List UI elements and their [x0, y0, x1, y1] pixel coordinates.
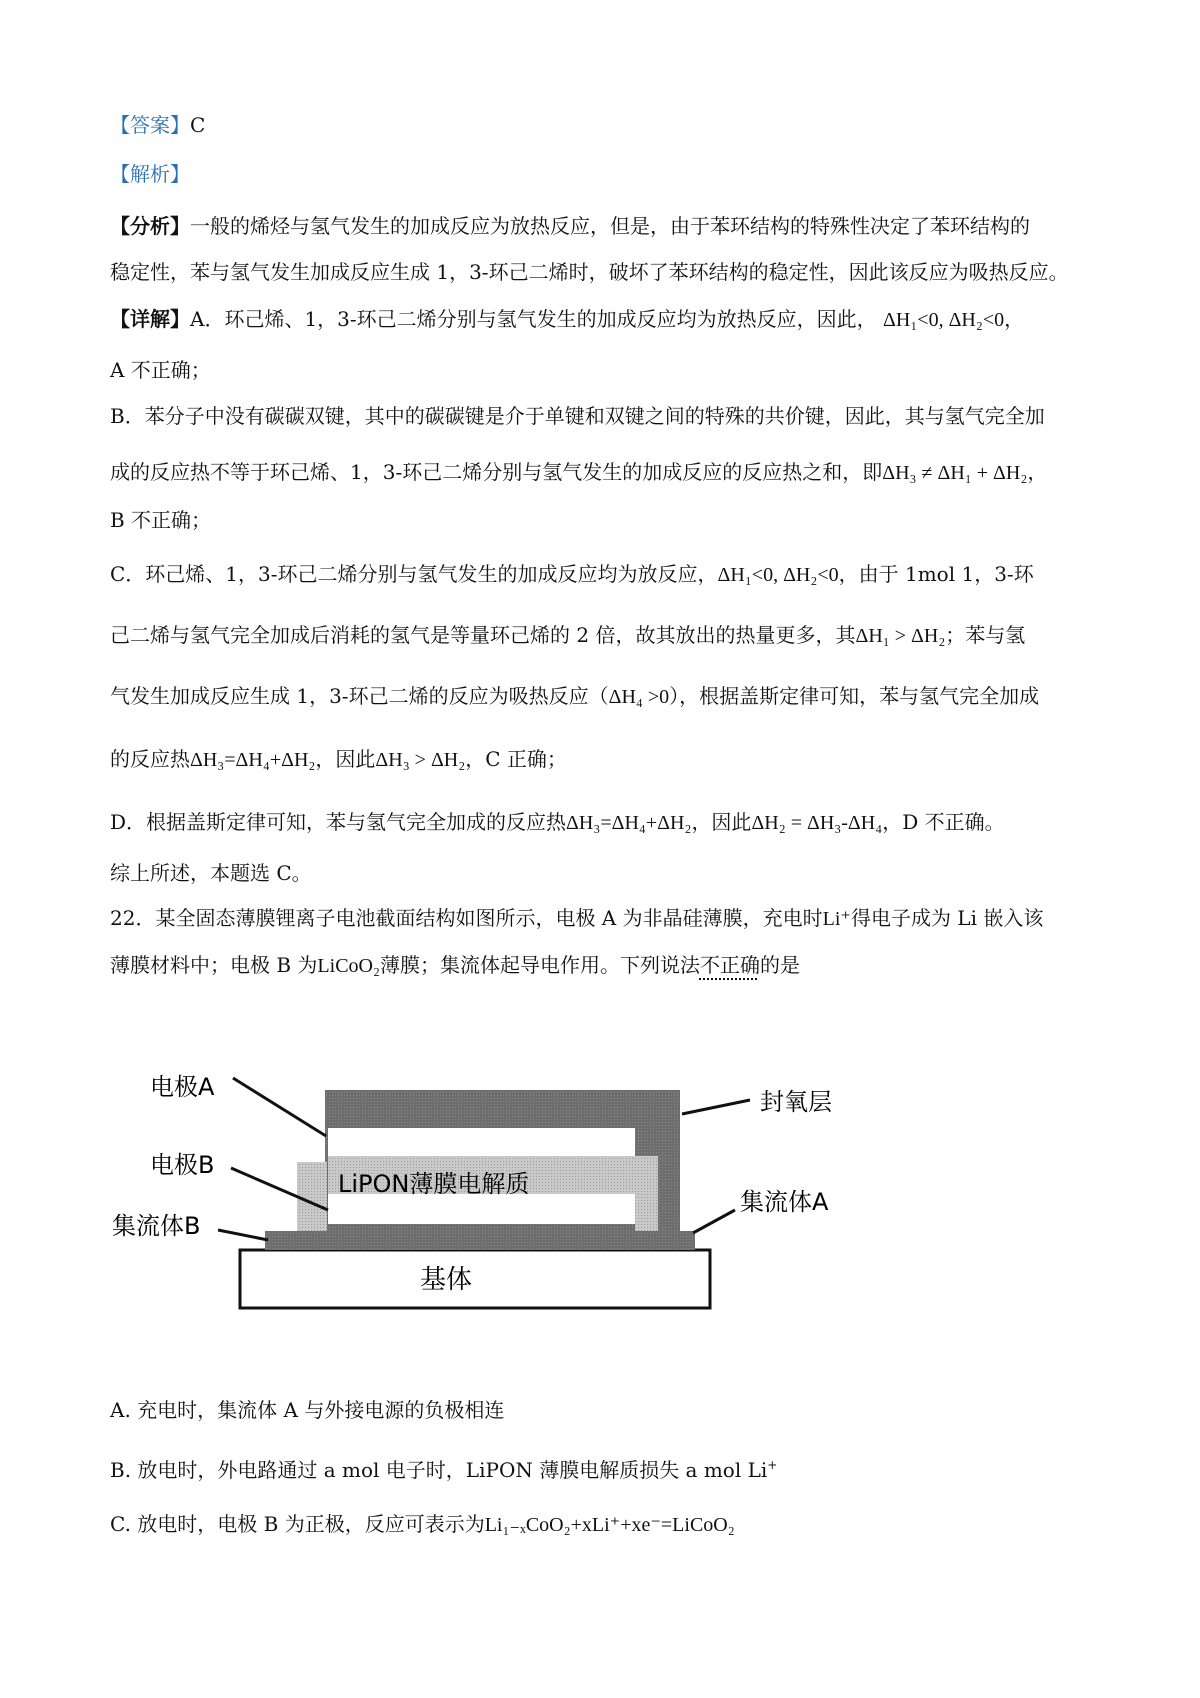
detail-c-end-3: ），根据盖斯定律可知，苯与氢气完全加成	[669, 684, 1040, 708]
label-collector-b: 集流体B	[112, 1212, 201, 1240]
label-electrode-a: 电极A	[150, 1073, 215, 1101]
detail-d-math-2: ΔH₂ = ΔH₃-ΔH₄	[751, 812, 883, 834]
detail-b-end: ，	[1027, 460, 1048, 484]
detail-d-math-1: ΔH₃=ΔH₄+ΔH₂	[566, 812, 692, 834]
option-b-text: B. 放电时，外电路通过 a mol 电子时，LiPON 薄膜电解质损失 a mol Li	[110, 1458, 768, 1482]
q22-text-2: 薄膜材料中；电极 B 为	[110, 953, 318, 977]
label-seal-layer: 封氧层	[760, 1088, 832, 1116]
detail-d-end: ，D 不正确。	[882, 810, 1005, 834]
leader-electrode-a	[233, 1078, 326, 1136]
detail-a-text: A．环己烯、1，3-环己二烯分别与氢气发生的加成反应均为放热反应，因此，	[190, 307, 877, 331]
q22-licoo2: LiCoO₂	[317, 955, 380, 977]
q22-text-2c: 的是	[759, 953, 800, 977]
q22-text-1: 22．某全固态薄膜锂离子电池截面结构如图所示，电极 A 为非晶硅薄膜，充电时	[110, 906, 823, 930]
detail-c-mid-4: ，因此	[315, 747, 376, 771]
detail-summary: 综上所述，本题选 C。	[110, 861, 312, 885]
detail-c-text-2: 己二烯与氢气完全加成后消耗的氢气是等量环己烯的 2 倍，故其放出的热量更多，其	[110, 623, 856, 647]
leader-collector-b	[218, 1230, 268, 1240]
substrate-block	[240, 1250, 710, 1308]
electrode-b-block	[297, 1162, 327, 1231]
analysis-tag: 【解析】	[110, 162, 190, 186]
q22-text-1b: 得电子成为 Li 嵌入该	[850, 906, 1044, 930]
label-electrolyte: LiPON薄膜电解质	[338, 1170, 530, 1198]
option-c-text: C. 放电时，电极 B 为正极，反应可表示为	[110, 1512, 485, 1536]
option-a: A. 充电时，集流体 A 与外接电源的负极相连	[110, 1398, 505, 1422]
detail-c-line-1	[110, 560, 1034, 589]
label-electrode-b: 电极B	[150, 1151, 215, 1179]
label-collector-a: 集流体A	[740, 1188, 829, 1216]
detail-tag: 【详解】	[110, 307, 190, 331]
detail-c-end-2: ；苯与氢	[945, 623, 1026, 647]
detail-b-line-2	[110, 458, 1047, 487]
detail-c-math-2: ΔH₁ > ΔH₂	[855, 625, 946, 647]
detail-c-text-1: C．环己烯、1，3-环己二烯分别与氢气发生的加成反应均为放反应，	[110, 562, 718, 586]
detail-c-end-1: ，由于 1mol 1，3-环	[838, 562, 1034, 586]
q22-li-ion: Li⁺	[822, 908, 851, 930]
leader-seal-layer	[682, 1100, 750, 1114]
fenxi-text-1: 一般的烯烃与氢气发生的加成反应为放热反应，但是，由于苯环结构的特殊性决定了苯环结构的	[190, 214, 1030, 238]
detail-c-line-4	[110, 745, 567, 774]
detail-d-mid: ，因此	[691, 810, 752, 834]
detail-b-line-3: B 不正确；	[110, 508, 212, 532]
fenxi-line-1	[110, 212, 1030, 240]
battery-cross-section-diagram	[110, 1050, 910, 1320]
electrode-b-white	[328, 1194, 635, 1224]
electrode-a-block	[328, 1128, 635, 1156]
detail-a-math: ΔH₁<0, ΔH₂<0	[883, 309, 1005, 331]
detail-a-line-2: A 不正确；	[110, 358, 211, 382]
fenxi-tag: 【分析】	[110, 214, 190, 238]
label-substrate: 基体	[420, 1265, 473, 1295]
fenxi-line-2: 稳定性，苯与氢气发生加成反应生成 1，3-环己二烯时，破坏了苯环结构的稳定性，因此该反应为吸热反应。	[110, 260, 1069, 284]
electrolyte-side	[635, 1156, 658, 1231]
detail-c-text-3: 气发生加成反应生成 1，3-环己二烯的反应为吸热反应（	[110, 684, 609, 708]
answer-line	[110, 111, 205, 139]
detail-a-line-1	[110, 305, 1024, 334]
option-c	[110, 1510, 735, 1539]
q22-line-1	[110, 904, 1043, 933]
option-c-math: Li₁₋ₓCoO₂+xLi⁺+xe⁻=LiCoO₂	[484, 1514, 735, 1536]
detail-b-line-1: B．苯分子中没有碳碳双键，其中的碳碳键是介于单键和双键之间的特殊的共价键，因此，其与氢气完全加	[110, 404, 1045, 428]
detail-b-text-2: 成的反应热不等于环己烯、1，3-环己二烯分别与氢气发生的加成反应的反应热之和，即	[110, 460, 883, 484]
detail-d-text: D．根据盖斯定律可知，苯与氢气完全加成的反应热	[110, 810, 567, 834]
detail-a-end: ，	[1004, 307, 1025, 331]
detail-c-line-3	[110, 682, 1039, 711]
detail-c-math-1: ΔH₁<0, ΔH₂<0	[717, 564, 839, 586]
detail-c-line-2	[110, 621, 1025, 650]
q22-text-2b: 薄膜；集流体起导电作用。下列说法	[379, 953, 700, 977]
option-b	[110, 1451, 777, 1484]
leader-collector-a	[693, 1210, 735, 1233]
detail-c-math-3: ΔH₄ >0	[608, 686, 670, 708]
detail-c-math-4a: ΔH₃=ΔH₄+ΔH₂	[190, 749, 316, 771]
detail-d-line-1	[110, 808, 1005, 837]
answer-value: C	[190, 113, 206, 137]
detail-c-math-4b: ΔH₃ > ΔH₂	[375, 749, 466, 771]
collector-layer	[265, 1231, 695, 1250]
detail-b-math: ΔH₃ ≠ ΔH₁ + ΔH₂	[882, 462, 1028, 484]
answer-tag: 【答案】	[110, 113, 190, 137]
detail-c-end-4: ，C 正确；	[465, 747, 567, 771]
detail-c-text-4: 的反应热	[110, 747, 190, 771]
q22-line-2	[110, 951, 800, 980]
q22-not-correct: 不正确	[699, 953, 760, 977]
option-b-sup: +	[767, 1458, 778, 1472]
